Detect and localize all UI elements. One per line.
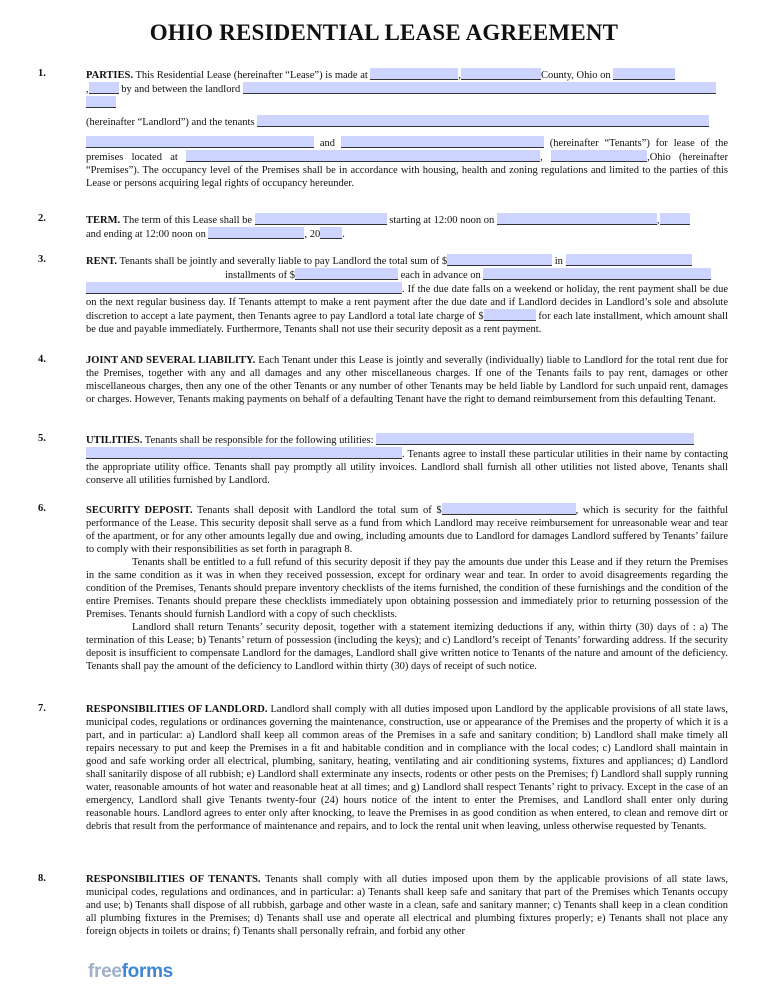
section-text: . xyxy=(342,229,345,240)
section-number: 1. xyxy=(38,68,46,79)
section-body xyxy=(86,873,728,938)
section-text: Tenants shall be responsible for the following utilities: xyxy=(144,435,374,446)
section-number: 6. xyxy=(38,503,46,514)
section-text: and xyxy=(319,138,336,149)
section-number: 4. xyxy=(38,354,46,365)
section-text: (hereinafter “Landlord”) and the tenants xyxy=(86,117,255,128)
section-number: 8. xyxy=(38,873,46,884)
section-heading: SECURITY DEPOSIT. xyxy=(86,505,193,516)
start-date-field[interactable] xyxy=(497,213,657,225)
city-field[interactable] xyxy=(370,68,458,80)
premises-address-field[interactable] xyxy=(186,150,540,162)
section-heading: RESPONSIBILITIES OF TENANTS. xyxy=(86,874,261,885)
section-text: Tenants shall deposit with Landlord the total sum of $ xyxy=(196,505,442,516)
section-heading: RESPONSIBILITIES OF LANDLORD. xyxy=(86,704,268,715)
section-body xyxy=(86,433,728,487)
section-text: Landlord shall comply with all duties imposed upon Landlord by the applicable provisions of all state laws, municipal codes, regulations or ordinances governing the maintenance, construction, use or appearance of the Premises and the property of which it is a part, and in particular: a) Landlord shall keep all common areas of the Premises in a safe and sanitary condition; b) Landlord shall make timely all repairs necessary to put and keep the Premises in a fit and habitable condition and in compliance with the local codes; c) Landlord shall maintain in good and safe working order all electrical, plumbing, sanitary, heating, ventilating and air conditioning systems, fixtures and appliances; d) Landlord shall sanitarily dispose of all rubbish; e) Landlord shall exterminate any insects, rodents or other pests on the Premises; f) Landlord shall supply running water, reasonable amounts of hot water and reasonable heat at all times; and g) Landlord shall respect Tenants’ right to privacy. Except in the case of an emergency, Landlord shall give Tenants twenty-four (24) hours notice of the intent to enter the Premises, and Landlord shall enter only during reasonable hours. Landlord agrees to enter only after knocking, to leave the Premises in as good condition as when entered, to clean and remove dirt or debris that result from the performance of maintenance and repairs, and to lock the rental unit when leaving, unless otherwise requested by Tenants. xyxy=(86,704,728,832)
rent-total-field[interactable] xyxy=(447,254,552,266)
section-text: Tenants shall comply with all duties imposed upon them by the applicable provisions of all state laws, municipal codes, regulations and ordinances, and in particular: a) Tenants shall keep safe and sanitary that part of the Premises which Tenants occupy and use; b) Tenants shall dispose of all rubbish, garbage and other waste in a clean, safe and sanitary manner; c) Tenants shall keep in a clean condition all plumbing fixtures in the Premises; d) Tenants shall use and operate all electrical and plumbing fixtures properly; e) Tenants shall not place any foreign objects in toilets or drains; f) Tenants shall personally refrain, and forbid any other xyxy=(86,874,729,937)
term-length-field[interactable] xyxy=(255,213,387,225)
utilities-field-cont[interactable] xyxy=(86,447,402,459)
section-text: , 20 xyxy=(304,229,321,240)
section-text: in xyxy=(554,256,563,267)
start-year-field[interactable] xyxy=(660,213,690,225)
section-text: , xyxy=(540,152,543,163)
section-body xyxy=(86,503,728,673)
section-text: ,Ohio xyxy=(647,152,671,163)
landlord-name-field-cont[interactable] xyxy=(86,96,116,108)
county-field[interactable] xyxy=(461,68,541,80)
section-heading: TERM. xyxy=(86,215,121,226)
section-heading: UTILITIES. xyxy=(86,435,143,446)
tenants-field-3[interactable] xyxy=(341,136,544,148)
logo-part-free: free xyxy=(88,961,122,982)
section-text: (hereinafter “Premises”). The occupancy level of the Premises shall be in accordance with housing, health and zoning regulations and limited to the parties of this Lease or persons acquiring legal rights of occupancy hereunder. xyxy=(86,152,728,189)
section-text: , xyxy=(86,84,89,95)
section-number: 2. xyxy=(38,213,46,224)
freeforms-logo xyxy=(88,961,173,983)
end-year-field[interactable] xyxy=(320,227,342,239)
section-text: (hereinafter “Tenants”) for lease of the premises located at xyxy=(86,138,728,163)
section-text: Tenants shall be jointly and severally liable to pay Landlord the total sum of $ xyxy=(119,256,448,267)
section-text: This Residential Lease (hereinafter “Lease”) is made at xyxy=(135,70,368,81)
section-text: Each Tenant under this Lease is jointly and severally (individually) liable to Landlord for the total rent due for the Premises, together with any and all damages and any other miscellaneous charges. If one of the Tenants fails to pay rent, damages or other miscellaneous charges, then any one of the other Tenants or any number of other Tenants may be held liable by Landlord for such unpaid rent, damages or charges. However, Tenants making payments on behalf of a defaulting Tenant have the right to demand reimbursement from this defaulting Tenant. xyxy=(86,355,729,405)
section-body xyxy=(86,703,728,833)
tenants-field-1[interactable] xyxy=(257,115,709,127)
late-charge-field[interactable] xyxy=(484,309,536,321)
section-body xyxy=(86,254,728,336)
end-date-field[interactable] xyxy=(208,227,304,239)
section-body xyxy=(86,213,728,241)
section-heading: JOINT AND SEVERAL LIABILITY. xyxy=(86,355,256,366)
utilities-field[interactable] xyxy=(376,433,694,445)
section-text: County, Ohio on xyxy=(541,70,611,81)
section-text: . If the due date falls on a weekend or holiday, the rent payment shall be due on the next regular business day. If Tenants attempt to make a rent payment after the due date and if Landlord decides in Landlord’s sole and absolute discretion to accept a late payment, then Tenants agree to pay Landlord a total late charge of $ xyxy=(86,284,728,322)
deposit-amount-field[interactable] xyxy=(442,503,576,515)
tenants-field-2[interactable] xyxy=(86,136,314,148)
section-text: for each late installment, which amount shall be due and payable immediately. Furthermore, Tenants shall not use their security deposit as a rent payment. xyxy=(86,311,729,335)
year-field[interactable] xyxy=(89,82,119,94)
section-body xyxy=(86,354,728,406)
section-text: , xyxy=(458,70,462,81)
section-paragraph: Landlord shall return Tenants’ security deposit, together with a statement itemizing deductions if any, within thirty (30) days of : a) The termination of this Lease; b) Tenants’ return of possession (including the keys); and c) Landlord’s receipt of Tenants’ forwarding address. If the security deposit is insufficient to compensate Landlord for the damages, Landlord shall give written notice to Tenants of the nature and amount of the deficiency. Tenants shall pay the amount of the deficiency to Landlord within thirty (30) days of receipt of such notice. xyxy=(86,622,728,672)
section-heading: PARTIES. xyxy=(86,70,133,81)
installments-count-field[interactable] xyxy=(566,254,692,266)
section-body xyxy=(86,68,728,190)
section-number: 5. xyxy=(38,433,46,444)
section-text: , xyxy=(656,215,660,226)
due-date-field-cont[interactable] xyxy=(86,282,402,294)
section-text: each in advance on xyxy=(400,270,481,281)
section-text: , which is security for the faithful performance of the Lease. This security deposit shall serve as a fund from which Landlord may receive reimbursement for unreasonable wear and tear of the apartment, or for any other amounts legally due and owing, including amounts due to Landlord for damages Landlord suffered by Tenants’ failure to comply with their responsibilities as set forth in paragraph 8. xyxy=(86,505,728,555)
installment-amount-field[interactable] xyxy=(295,268,398,280)
section-text: starting at 12:00 noon on xyxy=(389,215,495,226)
landlord-name-field[interactable] xyxy=(243,82,716,94)
section-text: and ending at 12:00 noon on xyxy=(86,229,206,240)
premises-city-field[interactable] xyxy=(551,150,647,162)
section-number: 3. xyxy=(38,254,46,265)
section-text: . Tenants agree to install these particular utilities in their name by contacting the appropriate utility office. Tenants shall pay promptly all utility invoices. Landlord shall furnish all other utilities not listed above, Tenants shall conserve all utilities furnished by Landlord. xyxy=(86,449,728,486)
document-title: OHIO RESIDENTIAL LEASE AGREEMENT xyxy=(149,20,619,45)
section-text: installments of $ xyxy=(225,270,295,281)
section-text: by and between the landlord xyxy=(121,84,241,95)
due-date-field[interactable] xyxy=(483,268,711,280)
section-number: 7. xyxy=(38,703,46,714)
logo-part-forms: forms xyxy=(121,961,173,982)
date-field[interactable] xyxy=(613,68,675,80)
section-paragraph: Tenants shall be entitled to a full refund of this security deposit if they pay the amounts due under this Lease and if they return the Premises in the same condition as it was in when they received possession, except for ordinary wear and tear. In order to avoid disagreements regarding the condition of the Premises, Tenants should prepare inventory checklists of the items furnished, the condition of these furnishings and the condition of the entire Premises. Tenants should prepare these checklists immediately upon obtaining possession and immediately prior to returning possession of the Premises. Tenants should furnish Landlord with a copy of such checklists. xyxy=(86,557,728,620)
section-heading: RENT. xyxy=(86,256,118,267)
section-text: The term of this Lease shall be xyxy=(122,215,253,226)
